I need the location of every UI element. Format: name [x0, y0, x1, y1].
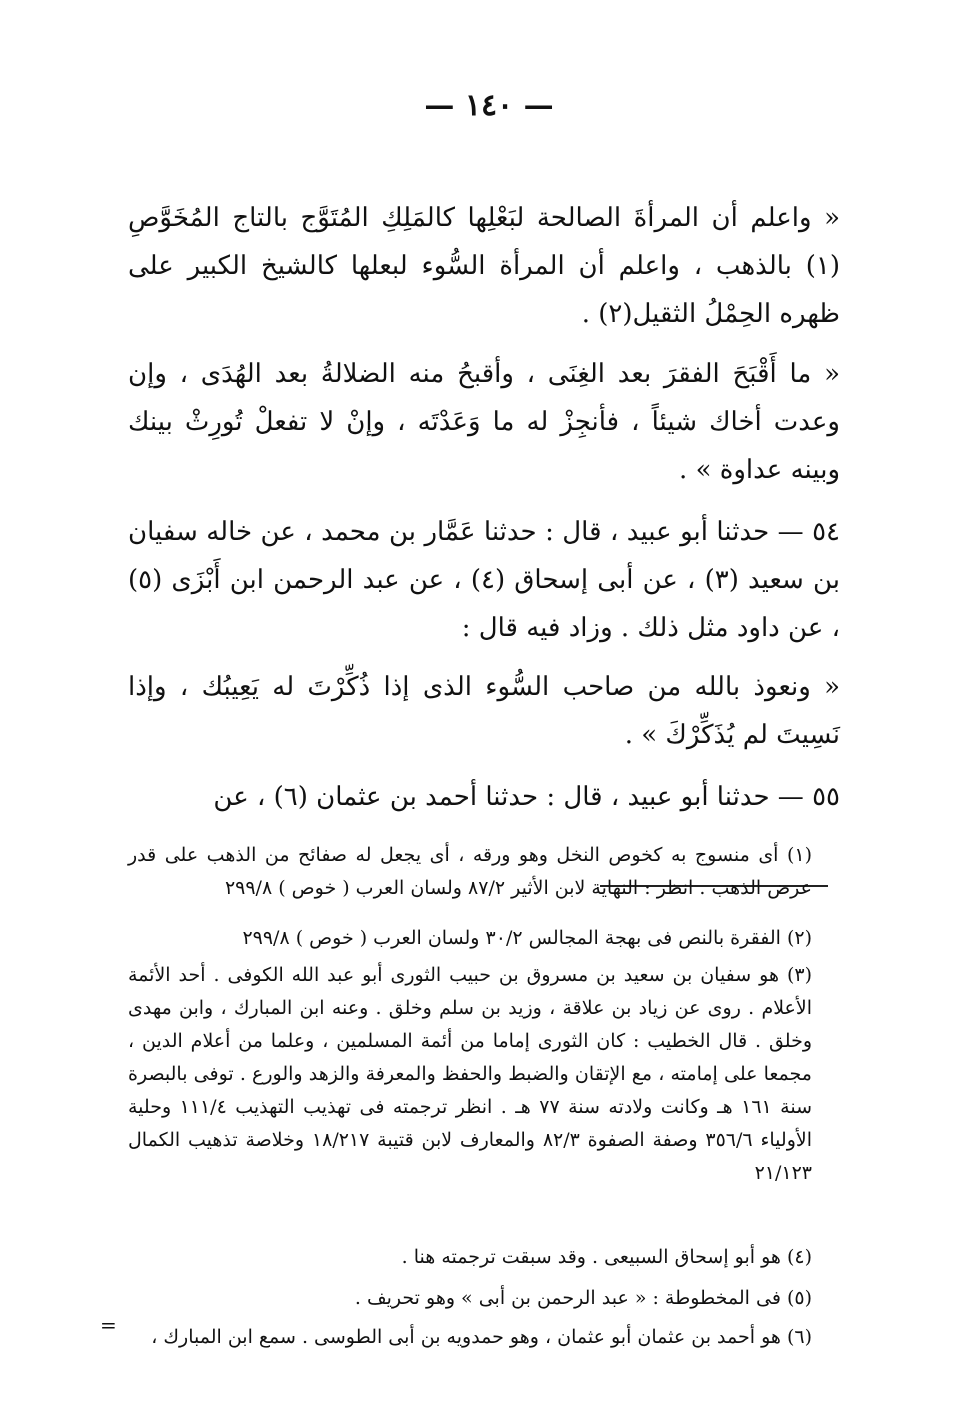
- footnote-5: (٥) فى المخطوطة : « عبد الرحمن بن أبى » وهو تحريف .: [354, 1287, 812, 1309]
- paragraph-3: « ونعوذ بالله من صاحب السُّوء الذى إذا ذُكِّرْتَ له يَعِيبُك ، وإذا نَسِيتَ لم يُذَكِّرْكَ » .: [128, 672, 840, 750]
- paragraph-2: « ما أَقْبَحَ الفقرَ بعد الغِنَى ، وأقبحُ منه الضلالةُ بعد الهُدَى ، وإن وعدت أخاك شيئاً ، فأنجِزْ له ما وَعَدْتَه ، وإنْ لا تفعلْ تُورِثْ بينك وبينه عداوة » .: [128, 359, 840, 485]
- footnote-4: (٤) هو أبو إسحاق السبيعى . وقد سبقت ترجمته هنا .: [401, 1246, 812, 1268]
- footnote-6: (٦) هو أحمد بن عثمان أبو عثمان ، وهو حمدويه بن أبى الطوسى . سمع ابن المبارك ،: [151, 1326, 812, 1348]
- footnote-1: (١) أى منسوج به كخوص النخل وهو ورقه ، أى يجعل له صفائح من الذهب على قدر عرض الذهب . انظر : النهاية لابن الأثير ٨٧/٢ ولسان العرب ( خوص ) ٢٩٩/٨: [128, 844, 812, 899]
- paragraph-hadith-55: ٥٥ — حدثنا أبو عبيد ، قال : حدثنا أحمد بن عثمان (٦) ، عن: [213, 782, 840, 812]
- footnote-2: (٢) الفقرة بالنص فى بهجة المجالس ٣٠/٢ ولسان العرب ( خوص ) ٢٩٩/٨: [242, 927, 812, 949]
- paragraph-hadith-54: ٥٤ — حدثنا أبو عبيد ، قال : حدثنا عَمَّار بن محمد ، عن خاله سفيان بن سعيد (٣) ، عن أبى إسحاق (٤) ، عن عبد الرحمن ابن أَبْزَى (٥) ، عن داود مثل ذلك . وزاد فيه قال :: [128, 517, 841, 643]
- footnote-3: (٣) هو سفيان بن سعيد بن مسروق بن حبيب الثورى أبو عبد الله الكوفى . أحد الأئمة الأعلام . روى عن زياد بن علاقة ، وزيد بن سلم وخلق . وعنه ابن المبارك ، وابن مهدى وخلق . قال الخطيب : كان الثورى إماما من أئمة المسلمين ، وعلما من أعلام الدين ، مجمعا على إمامته ، مع الإتقان والضبط والحفظ والمعرفة والزهد والورع . توفى بالبصرة سنة ١٦١ هـ وكانت ولادته سنة ٧٧ هـ . انظر ترجمته فى تهذيب التهذيب ١١١/٤ وحلية الأولياء ٣٥٦/٦ وصفة الصفوة ٨٢/٣ والمعارف لابن قتيبة ١٨/٢١٧ وخلاصة تذهيب الكمال ٢١/١٢٣: [128, 964, 812, 1184]
- paragraph-1: « واعلم أن المرأةَ الصالحة لبَعْلِها كالمَلِكِ المُتَوَّج بالتاج المُخَوَّصِ (١) بالذهب ، واعلم أن المرأة السُّوء لبعلها كالشيخ الكبير على ظهره الحِمْلُ الثقيل(٢) .: [128, 203, 840, 329]
- page-number: — ١٤٠ —: [424, 88, 554, 123]
- continuation-mark: =: [100, 1313, 117, 1337]
